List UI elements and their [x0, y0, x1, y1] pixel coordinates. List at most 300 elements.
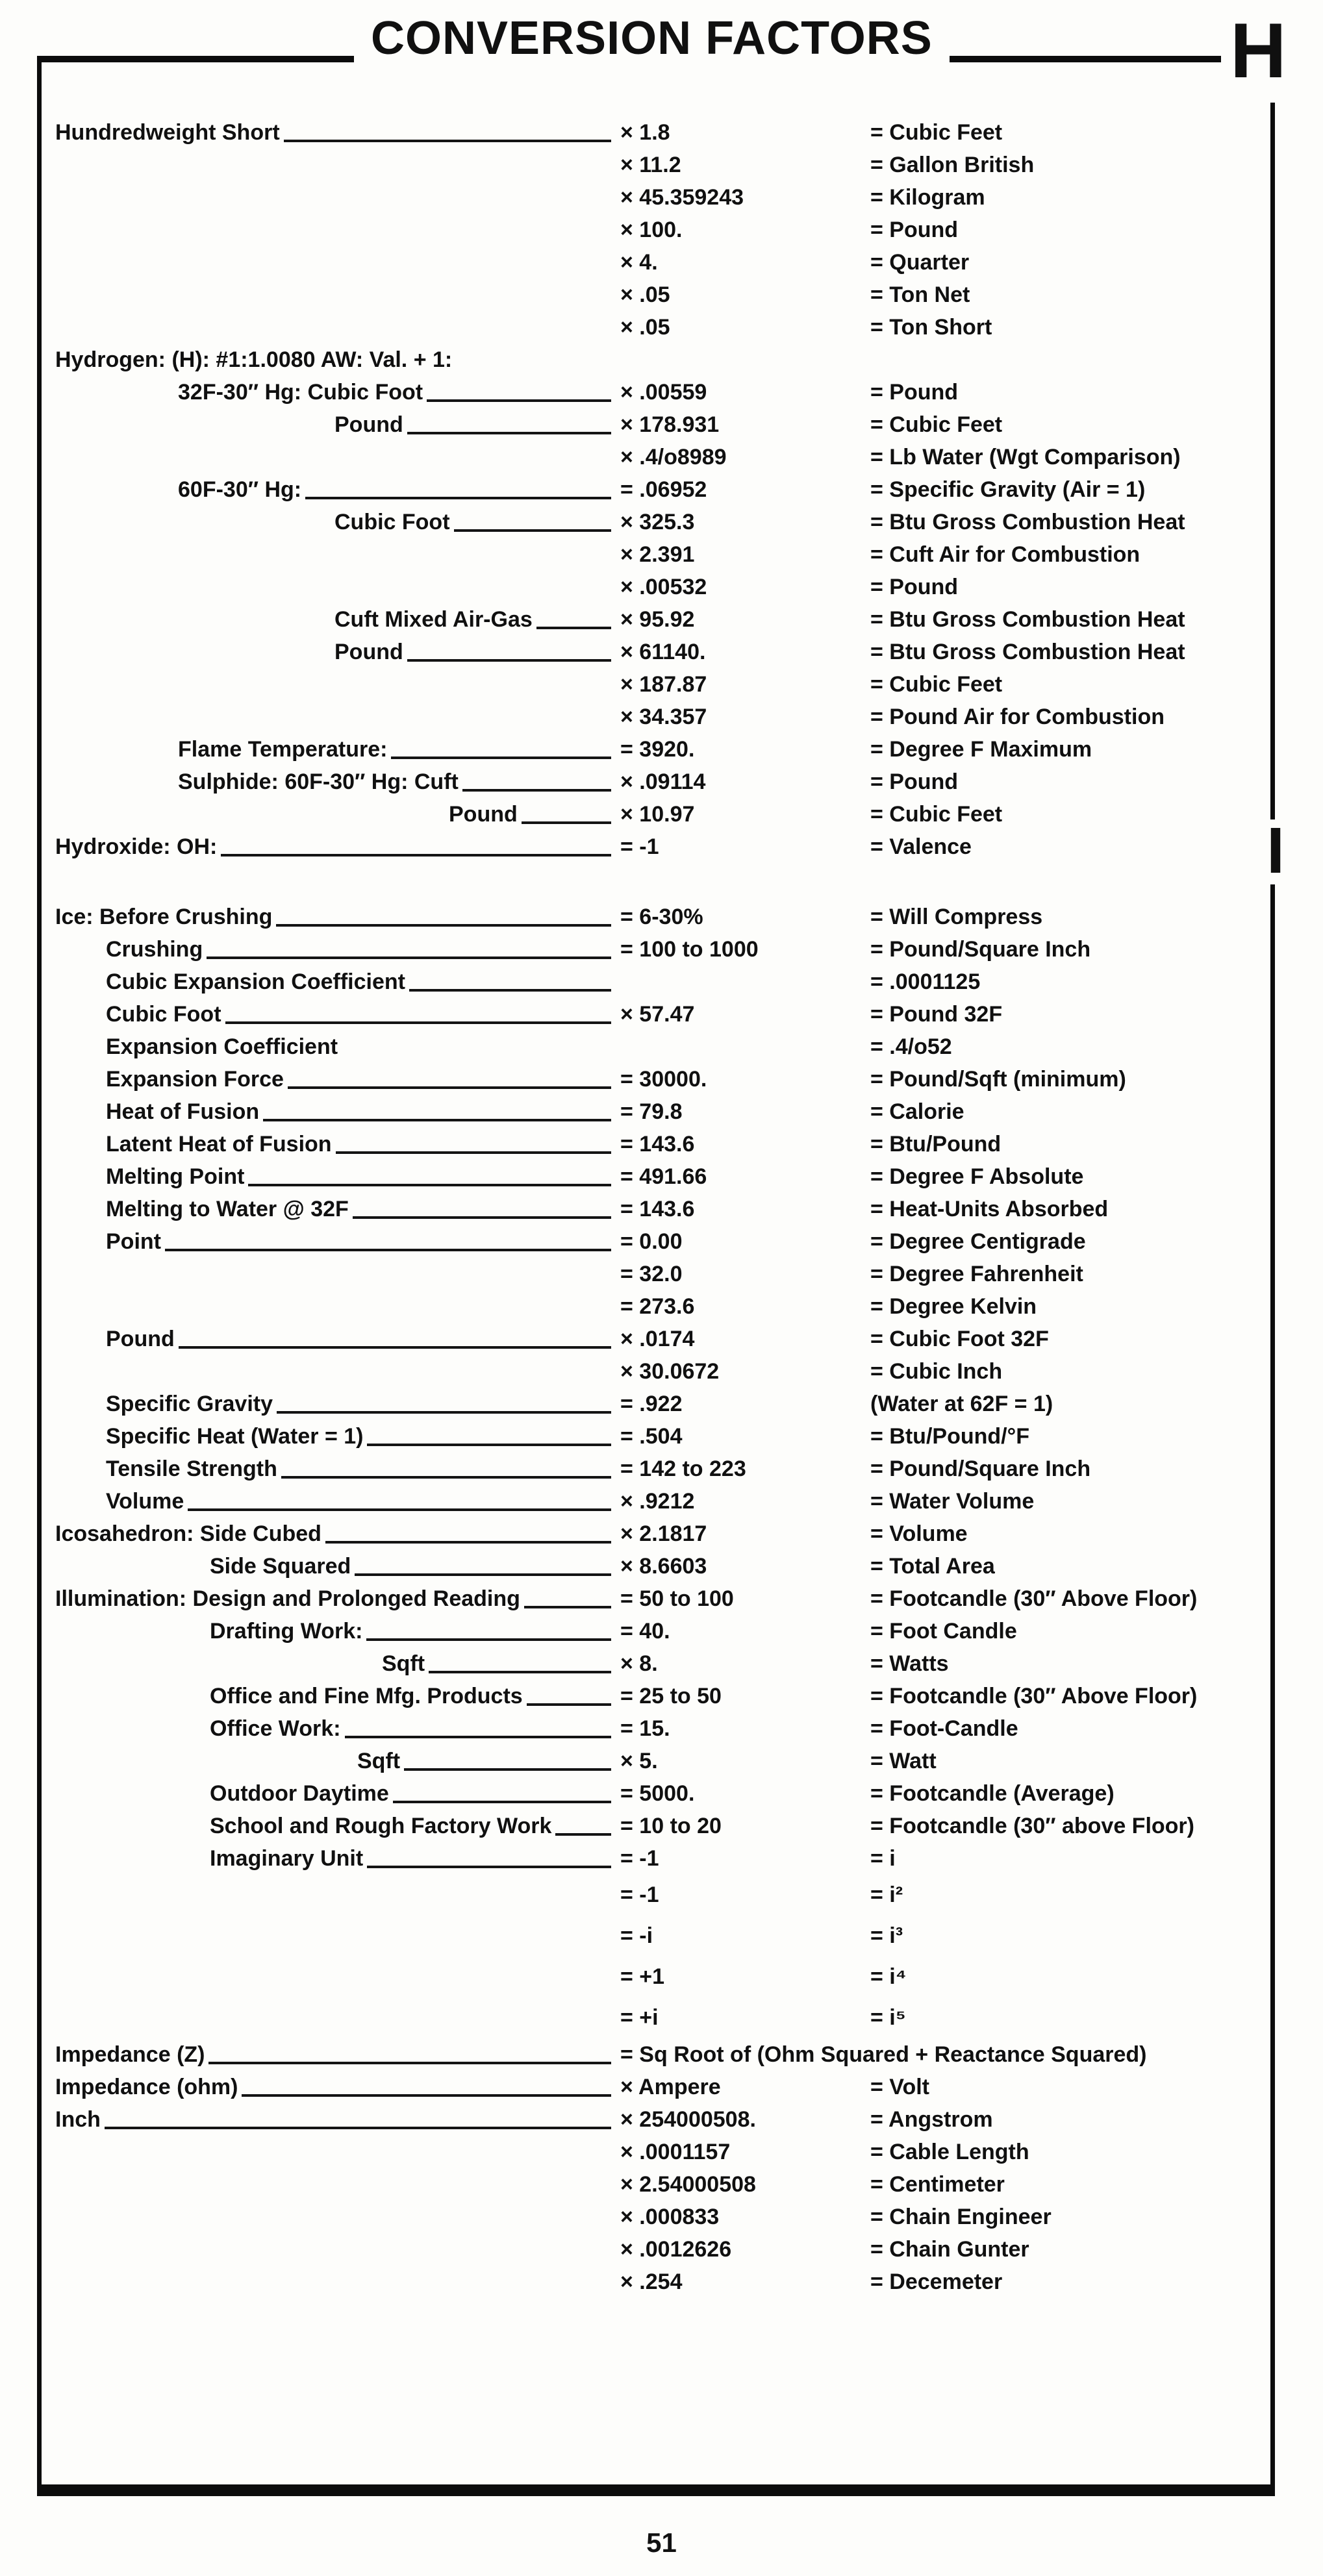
row-unit: = Btu/Pound/°F: [870, 1424, 1029, 1449]
row-label-cell: [55, 1957, 620, 1998]
row-value: = 491.66: [620, 1164, 707, 1189]
conversion-row: [55, 1129, 1273, 1161]
leader-line: [527, 1681, 611, 1706]
row-label-cell: [55, 1356, 620, 1388]
row-label-cell: [55, 2234, 620, 2266]
conversion-row: [55, 1616, 1273, 1648]
page-title: CONVERSION FACTORS: [354, 10, 950, 70]
row-value: × .00559: [620, 380, 707, 405]
conversion-row: [55, 1745, 1273, 1778]
row-label: Tensile Strength: [106, 1457, 277, 1481]
row-label-cell: [55, 214, 620, 247]
row-value: × 95.92: [620, 607, 695, 632]
leader-line: [276, 901, 611, 927]
conversion-row: [55, 1998, 1273, 2039]
row-value: × .05: [620, 282, 670, 307]
row-label-cell: [55, 1843, 620, 1875]
row-unit: = Lb Water (Wgt Comparison): [870, 445, 1181, 469]
conversion-row: [55, 539, 1273, 571]
row-unit: = Degree F Maximum: [870, 737, 1092, 762]
row-label-cell: [55, 182, 620, 214]
row-value: × .000833: [620, 2205, 720, 2229]
row-label-cell: [55, 1998, 620, 2039]
conversion-row: [55, 1583, 1273, 1616]
leader-line: [355, 1551, 611, 1576]
leader-line: [409, 966, 611, 992]
row-label: Crushing: [106, 937, 203, 962]
row-value: × 8.: [620, 1651, 658, 1676]
row-label-cell: [55, 1875, 620, 1916]
row-label-cell: [55, 2071, 620, 2104]
conversion-row: [55, 1648, 1273, 1681]
row-value: = 0.00: [620, 1229, 683, 1254]
conversion-row: [55, 409, 1273, 442]
row-label: Melting to Water @ 32F: [106, 1197, 349, 1221]
row-label-cell: [55, 409, 620, 442]
row-value: × .0174: [620, 1327, 695, 1351]
row-value: × 8.6603: [620, 1554, 707, 1579]
row-label: Cuft Mixed Air-Gas: [334, 607, 533, 632]
conversion-row: [55, 2201, 1273, 2234]
row-label-cell: [55, 2169, 620, 2201]
row-label: Pound: [449, 802, 518, 827]
row-value: = 32.0: [620, 1262, 683, 1286]
row-value: = 25 to 50: [620, 1684, 722, 1708]
row-unit: = Water Volume: [870, 1489, 1035, 1514]
row-unit: = Volume: [870, 1521, 968, 1546]
row-unit: = Pound/Square Inch: [870, 1457, 1091, 1481]
leader-line: [165, 1226, 611, 1251]
row-value: × .9212: [620, 1489, 695, 1514]
row-label-cell: [55, 1161, 620, 1194]
row-label-cell: [55, 149, 620, 182]
row-value: × .05: [620, 315, 670, 340]
row-value: = 5000.: [620, 1781, 695, 1806]
row-value: × 178.931: [620, 412, 720, 437]
conversion-row: [55, 1226, 1273, 1258]
row-unit: = Total Area: [870, 1554, 995, 1579]
row-label: Impedance (ohm): [55, 2075, 238, 2099]
conversion-row: [55, 377, 1273, 409]
row-label: Icosahedron: Side Cubed: [55, 1521, 321, 1546]
row-label-cell: [55, 1745, 620, 1778]
row-unit: = Pound: [870, 218, 959, 242]
row-value: = 30000.: [620, 1067, 707, 1092]
row-label-cell: [55, 539, 620, 571]
row-value: = 10 to 20: [620, 1814, 722, 1838]
leader-line: [524, 1583, 611, 1608]
row-unit: = .0001125: [870, 969, 981, 994]
conversion-row: [55, 1957, 1273, 1998]
row-label: Imaginary Unit: [210, 1846, 364, 1871]
conversion-row: [55, 1291, 1273, 1323]
leader-line: [263, 1096, 611, 1121]
row-unit: = Heat-Units Absorbed: [870, 1197, 1109, 1221]
row-value: = +1: [620, 1964, 665, 1989]
row-label-cell: [55, 1648, 620, 1681]
row-label: Hydrogen: (H): #1:1.0080 AW: Val. + 1:: [55, 347, 453, 372]
row-unit: = Cubic Inch: [870, 1359, 1003, 1384]
conversion-row: [55, 2071, 1273, 2104]
conversion-row: [55, 1843, 1273, 1875]
leader-line: [242, 2071, 611, 2097]
row-unit: = i⁴: [870, 1964, 907, 1989]
row-label: Illumination: Design and Prolonged Reading: [55, 1586, 520, 1611]
row-label: Specific Heat (Water = 1): [106, 1424, 364, 1449]
conversion-row: [55, 669, 1273, 701]
row-label: Sqft: [382, 1651, 425, 1676]
leader-line: [336, 1129, 611, 1154]
leader-line: [225, 999, 611, 1024]
row-unit: = Btu Gross Combustion Heat: [870, 607, 1185, 632]
leader-line: [393, 1778, 611, 1803]
conversion-row: [55, 214, 1273, 247]
row-unit: = i³: [870, 1923, 903, 1948]
row-unit: = Footcandle (30″ Above Floor): [870, 1684, 1198, 1708]
row-unit: = Pound Air for Combustion: [870, 705, 1165, 729]
row-unit: = Specific Gravity (Air = 1): [870, 477, 1146, 502]
conversion-row: [55, 1194, 1273, 1226]
conversion-table: [55, 117, 1273, 2299]
row-unit: = Degree Fahrenheit: [870, 1262, 1083, 1286]
row-label: Office Work:: [210, 1716, 341, 1741]
row-value: × 1.8: [620, 120, 670, 145]
row-unit: = Decemeter: [870, 2270, 1003, 2294]
conversion-row: [55, 182, 1273, 214]
row-unit: = Chain Engineer: [870, 2205, 1052, 2229]
row-unit: = Btu/Pound: [870, 1132, 1002, 1157]
leader-line: [305, 474, 611, 499]
row-unit: = Cubic Feet: [870, 802, 1003, 827]
row-unit: = Cable Length: [870, 2140, 1029, 2164]
row-label-cell: [55, 799, 620, 831]
tab-letter-i: I: [1256, 819, 1295, 884]
leader-line: [207, 934, 611, 959]
row-unit: = Cuft Air for Combustion: [870, 542, 1140, 567]
row-value: = 273.6: [620, 1294, 695, 1319]
leader-line: [366, 1616, 611, 1641]
conversion-row: [55, 1161, 1273, 1194]
row-unit: = Chain Gunter: [870, 2237, 1029, 2262]
leader-line: [188, 1486, 611, 1511]
row-value: = -1: [620, 1882, 659, 1907]
conversion-row: [55, 1096, 1273, 1129]
row-label-cell: [55, 1031, 620, 1064]
row-unit: = Ton Net: [870, 282, 970, 307]
row-label: Ice: Before Crushing: [55, 905, 273, 929]
row-label: Cubic Foot: [334, 510, 450, 534]
row-label-cell: [55, 571, 620, 604]
row-label-cell: [55, 247, 620, 279]
conversion-row: [55, 571, 1273, 604]
row-unit: = i²: [870, 1882, 903, 1907]
conversion-row: [55, 831, 1273, 864]
conversion-row: [55, 1875, 1273, 1916]
leader-line: [522, 799, 611, 824]
row-value: = -1: [620, 1846, 659, 1871]
conversion-row: [55, 734, 1273, 766]
row-unit: = Valence: [870, 834, 972, 859]
row-label-cell: [55, 1551, 620, 1583]
row-label-cell: [55, 701, 620, 734]
row-value: × 2.1817: [620, 1521, 707, 1546]
row-unit: = Kilogram: [870, 185, 985, 210]
row-unit: = Pound/Sqft (minimum): [870, 1067, 1126, 1092]
row-unit: = Angstrom: [870, 2107, 993, 2132]
row-label: 32F-30″ Hg: Cubic Foot: [178, 380, 423, 405]
leader-line: [536, 604, 611, 629]
row-label-cell: [55, 1421, 620, 1453]
conversion-row: [55, 934, 1273, 966]
row-label-cell: [55, 1616, 620, 1648]
row-label-cell: [55, 506, 620, 539]
row-label: Cubic Expansion Coefficient: [106, 969, 405, 994]
leader-line: [404, 1745, 611, 1771]
row-label-cell: [55, 279, 620, 312]
row-value: = 79.8: [620, 1099, 683, 1124]
row-label-cell: [55, 1778, 620, 1810]
row-unit: = Pound: [870, 769, 959, 794]
row-label-cell: [55, 1388, 620, 1421]
row-value: [620, 1031, 870, 1064]
row-unit: = Ton Short: [870, 315, 992, 340]
row-label-cell: [55, 117, 620, 149]
row-unit: = Pound: [870, 575, 959, 599]
row-label-cell: [55, 474, 620, 506]
row-unit: = Cubic Feet: [870, 120, 1003, 145]
row-label-cell: [55, 1486, 620, 1518]
row-label-cell: [55, 1713, 620, 1745]
conversion-row: [55, 312, 1273, 344]
row-value: = .504: [620, 1424, 683, 1449]
conversion-row: [55, 604, 1273, 636]
row-label-cell: [55, 1258, 620, 1291]
row-value: × 2.391: [620, 542, 695, 567]
conversion-row: [55, 2266, 1273, 2299]
conversion-row: [55, 1551, 1273, 1583]
row-value: × 11.2: [620, 153, 681, 177]
conversion-row: [55, 1810, 1273, 1843]
conversion-row: [55, 636, 1273, 669]
row-value: × 45.359243: [620, 185, 744, 210]
row-value: × 57.47: [620, 1002, 695, 1027]
conversion-row: [55, 2234, 1273, 2266]
conversion-row: [55, 999, 1273, 1031]
row-unit: = Watts: [870, 1651, 949, 1676]
row-value: = +i: [620, 2005, 659, 2030]
row-value: × Ampere: [620, 2075, 721, 2099]
leader-line: [367, 1843, 611, 1868]
row-label-cell: [55, 1064, 620, 1096]
row-label-cell: [55, 344, 1273, 377]
conversion-row: [55, 442, 1273, 474]
row-value: = 6-30%: [620, 905, 703, 929]
row-label-cell: [55, 1518, 620, 1551]
conversion-row: [55, 1031, 1273, 1064]
conversion-row: [55, 1421, 1273, 1453]
row-label-cell: [55, 377, 620, 409]
conversion-row: [55, 2104, 1273, 2136]
page-number: 51: [646, 2527, 677, 2558]
row-label: Impedance (Z): [55, 2042, 205, 2067]
row-unit: = Footcandle (30″ Above Floor): [870, 1586, 1198, 1611]
row-label-cell: [55, 442, 620, 474]
row-label: Expansion Coefficient: [106, 1034, 338, 1059]
row-value: × .0012626: [620, 2237, 732, 2262]
conversion-row: [55, 901, 1273, 934]
row-unit: = Foot Candle: [870, 1619, 1017, 1644]
row-unit: = Pound/Square Inch: [870, 937, 1091, 962]
conversion-row: [55, 1388, 1273, 1421]
conversion-row: [55, 766, 1273, 799]
leader-line: [353, 1194, 611, 1219]
row-value: × 10.97: [620, 802, 695, 827]
row-label-cell: [55, 901, 620, 934]
conversion-row: [55, 1916, 1273, 1957]
row-value: × 5.: [620, 1749, 658, 1773]
leader-line: [407, 636, 611, 662]
row-label: Heat of Fusion: [106, 1099, 260, 1124]
row-label-cell: [55, 1681, 620, 1713]
row-label-cell: [55, 1096, 620, 1129]
leader-line: [284, 117, 611, 142]
leader-line: [429, 1648, 611, 1673]
conversion-row: [55, 506, 1273, 539]
row-unit: = Gallon British: [870, 153, 1035, 177]
row-value: × 4.: [620, 250, 658, 275]
leader-line: [345, 1713, 611, 1738]
row-label: Cubic Foot: [106, 1002, 221, 1027]
row-label-cell: [55, 934, 620, 966]
row-label-cell: [55, 766, 620, 799]
row-unit: = Cubic Feet: [870, 672, 1003, 697]
leader-line: [105, 2104, 611, 2129]
row-value: × 34.357: [620, 705, 707, 729]
row-label-cell: [55, 734, 620, 766]
row-label: Melting Point: [106, 1164, 245, 1189]
leader-line: [288, 1064, 611, 1089]
row-unit: = Pound 32F: [870, 1002, 1003, 1027]
row-value: = 143.6: [620, 1132, 695, 1157]
conversion-row: [55, 2169, 1273, 2201]
row-label: Point: [106, 1229, 161, 1254]
row-unit: = Degree Centigrade: [870, 1229, 1086, 1254]
row-value: = 40.: [620, 1619, 670, 1644]
conversion-row: [55, 2039, 1273, 2071]
row-label-cell: [55, 1226, 620, 1258]
conversion-row: [55, 149, 1273, 182]
leader-line: [367, 1421, 611, 1446]
row-label: Latent Heat of Fusion: [106, 1132, 332, 1157]
row-label-cell: [55, 669, 620, 701]
row-label: School and Rough Factory Work: [210, 1814, 552, 1838]
row-label-cell: [55, 999, 620, 1031]
row-unit: = Pound: [870, 380, 959, 405]
leader-line: [462, 766, 611, 792]
row-label: Side Squared: [210, 1554, 351, 1579]
row-value: × 2.54000508: [620, 2172, 756, 2197]
row-label-cell: [55, 1810, 620, 1843]
row-value: × 61140.: [620, 640, 706, 664]
row-value: × 187.87: [620, 672, 707, 697]
row-label-cell: [55, 1453, 620, 1486]
row-label-cell: [55, 2136, 620, 2169]
row-label-cell: [55, 1291, 620, 1323]
row-label: Outdoor Daytime: [210, 1781, 389, 1806]
conversion-row: [55, 247, 1273, 279]
conversion-row: [55, 701, 1273, 734]
conversion-row: [55, 1064, 1273, 1096]
row-label-cell: [55, 966, 620, 999]
row-label-cell: [55, 312, 620, 344]
row-value: = 50 to 100: [620, 1586, 734, 1611]
row-value: × .0001157: [620, 2140, 731, 2164]
row-value: × .254: [620, 2270, 683, 2294]
conversion-row: [55, 1258, 1273, 1291]
row-label: Volume: [106, 1489, 184, 1514]
row-label-cell: [55, 1916, 620, 1957]
row-value: = 15.: [620, 1716, 670, 1741]
row-unit: = .4/o52: [870, 1034, 952, 1059]
row-label: Flame Temperature:: [178, 737, 388, 762]
row-value: = 100 to 1000: [620, 937, 759, 962]
row-unit: = Btu Gross Combustion Heat: [870, 510, 1185, 534]
row-label-cell: [55, 1583, 620, 1616]
row-label-cell: [55, 2104, 620, 2136]
conversion-row: [55, 117, 1273, 149]
row-value: = 143.6: [620, 1197, 695, 1221]
row-unit: (Water at 62F = 1): [870, 1392, 1053, 1416]
row-unit: = Calorie: [870, 1099, 964, 1124]
row-label: Office and Fine Mfg. Products: [210, 1684, 523, 1708]
conversion-row: [55, 279, 1273, 312]
conversion-row: [55, 344, 1273, 377]
leader-line: [427, 377, 611, 402]
leader-line: [277, 1388, 611, 1414]
conversion-row: [55, 2136, 1273, 2169]
row-value: = .922: [620, 1392, 683, 1416]
row-label-cell: [55, 1323, 620, 1356]
row-unit: = Footcandle (30″ above Floor): [870, 1814, 1194, 1838]
conversion-row: [55, 1681, 1273, 1713]
row-label: Hundredweight Short: [55, 120, 280, 145]
conversion-row: [55, 1356, 1273, 1388]
row-unit: = i: [870, 1846, 896, 1871]
row-value: × .4/o8989: [620, 445, 727, 469]
row-value: = .06952: [620, 477, 707, 502]
row-unit: = Btu Gross Combustion Heat: [870, 640, 1185, 664]
leader-line: [325, 1518, 611, 1544]
row-unit: = Centimeter: [870, 2172, 1005, 2197]
row-label-cell: [55, 2266, 620, 2299]
leader-line: [454, 506, 611, 532]
leader-line: [248, 1161, 611, 1186]
row-label-cell: [55, 831, 620, 864]
row-label-cell: [55, 636, 620, 669]
row-unit: = Degree F Absolute: [870, 1164, 1084, 1189]
row-unit: = Quarter: [870, 250, 970, 275]
leader-line: [221, 831, 611, 857]
row-label-cell: [55, 604, 620, 636]
row-label: Pound: [334, 412, 403, 437]
row-value: × .00532: [620, 575, 707, 599]
conversion-row: [55, 799, 1273, 831]
row-value: = -1: [620, 834, 659, 859]
row-label: Inch: [55, 2107, 101, 2132]
row-unit: = Cubic Feet: [870, 412, 1003, 437]
leader-line: [281, 1453, 611, 1479]
tab-letter-h: H: [1221, 5, 1321, 103]
